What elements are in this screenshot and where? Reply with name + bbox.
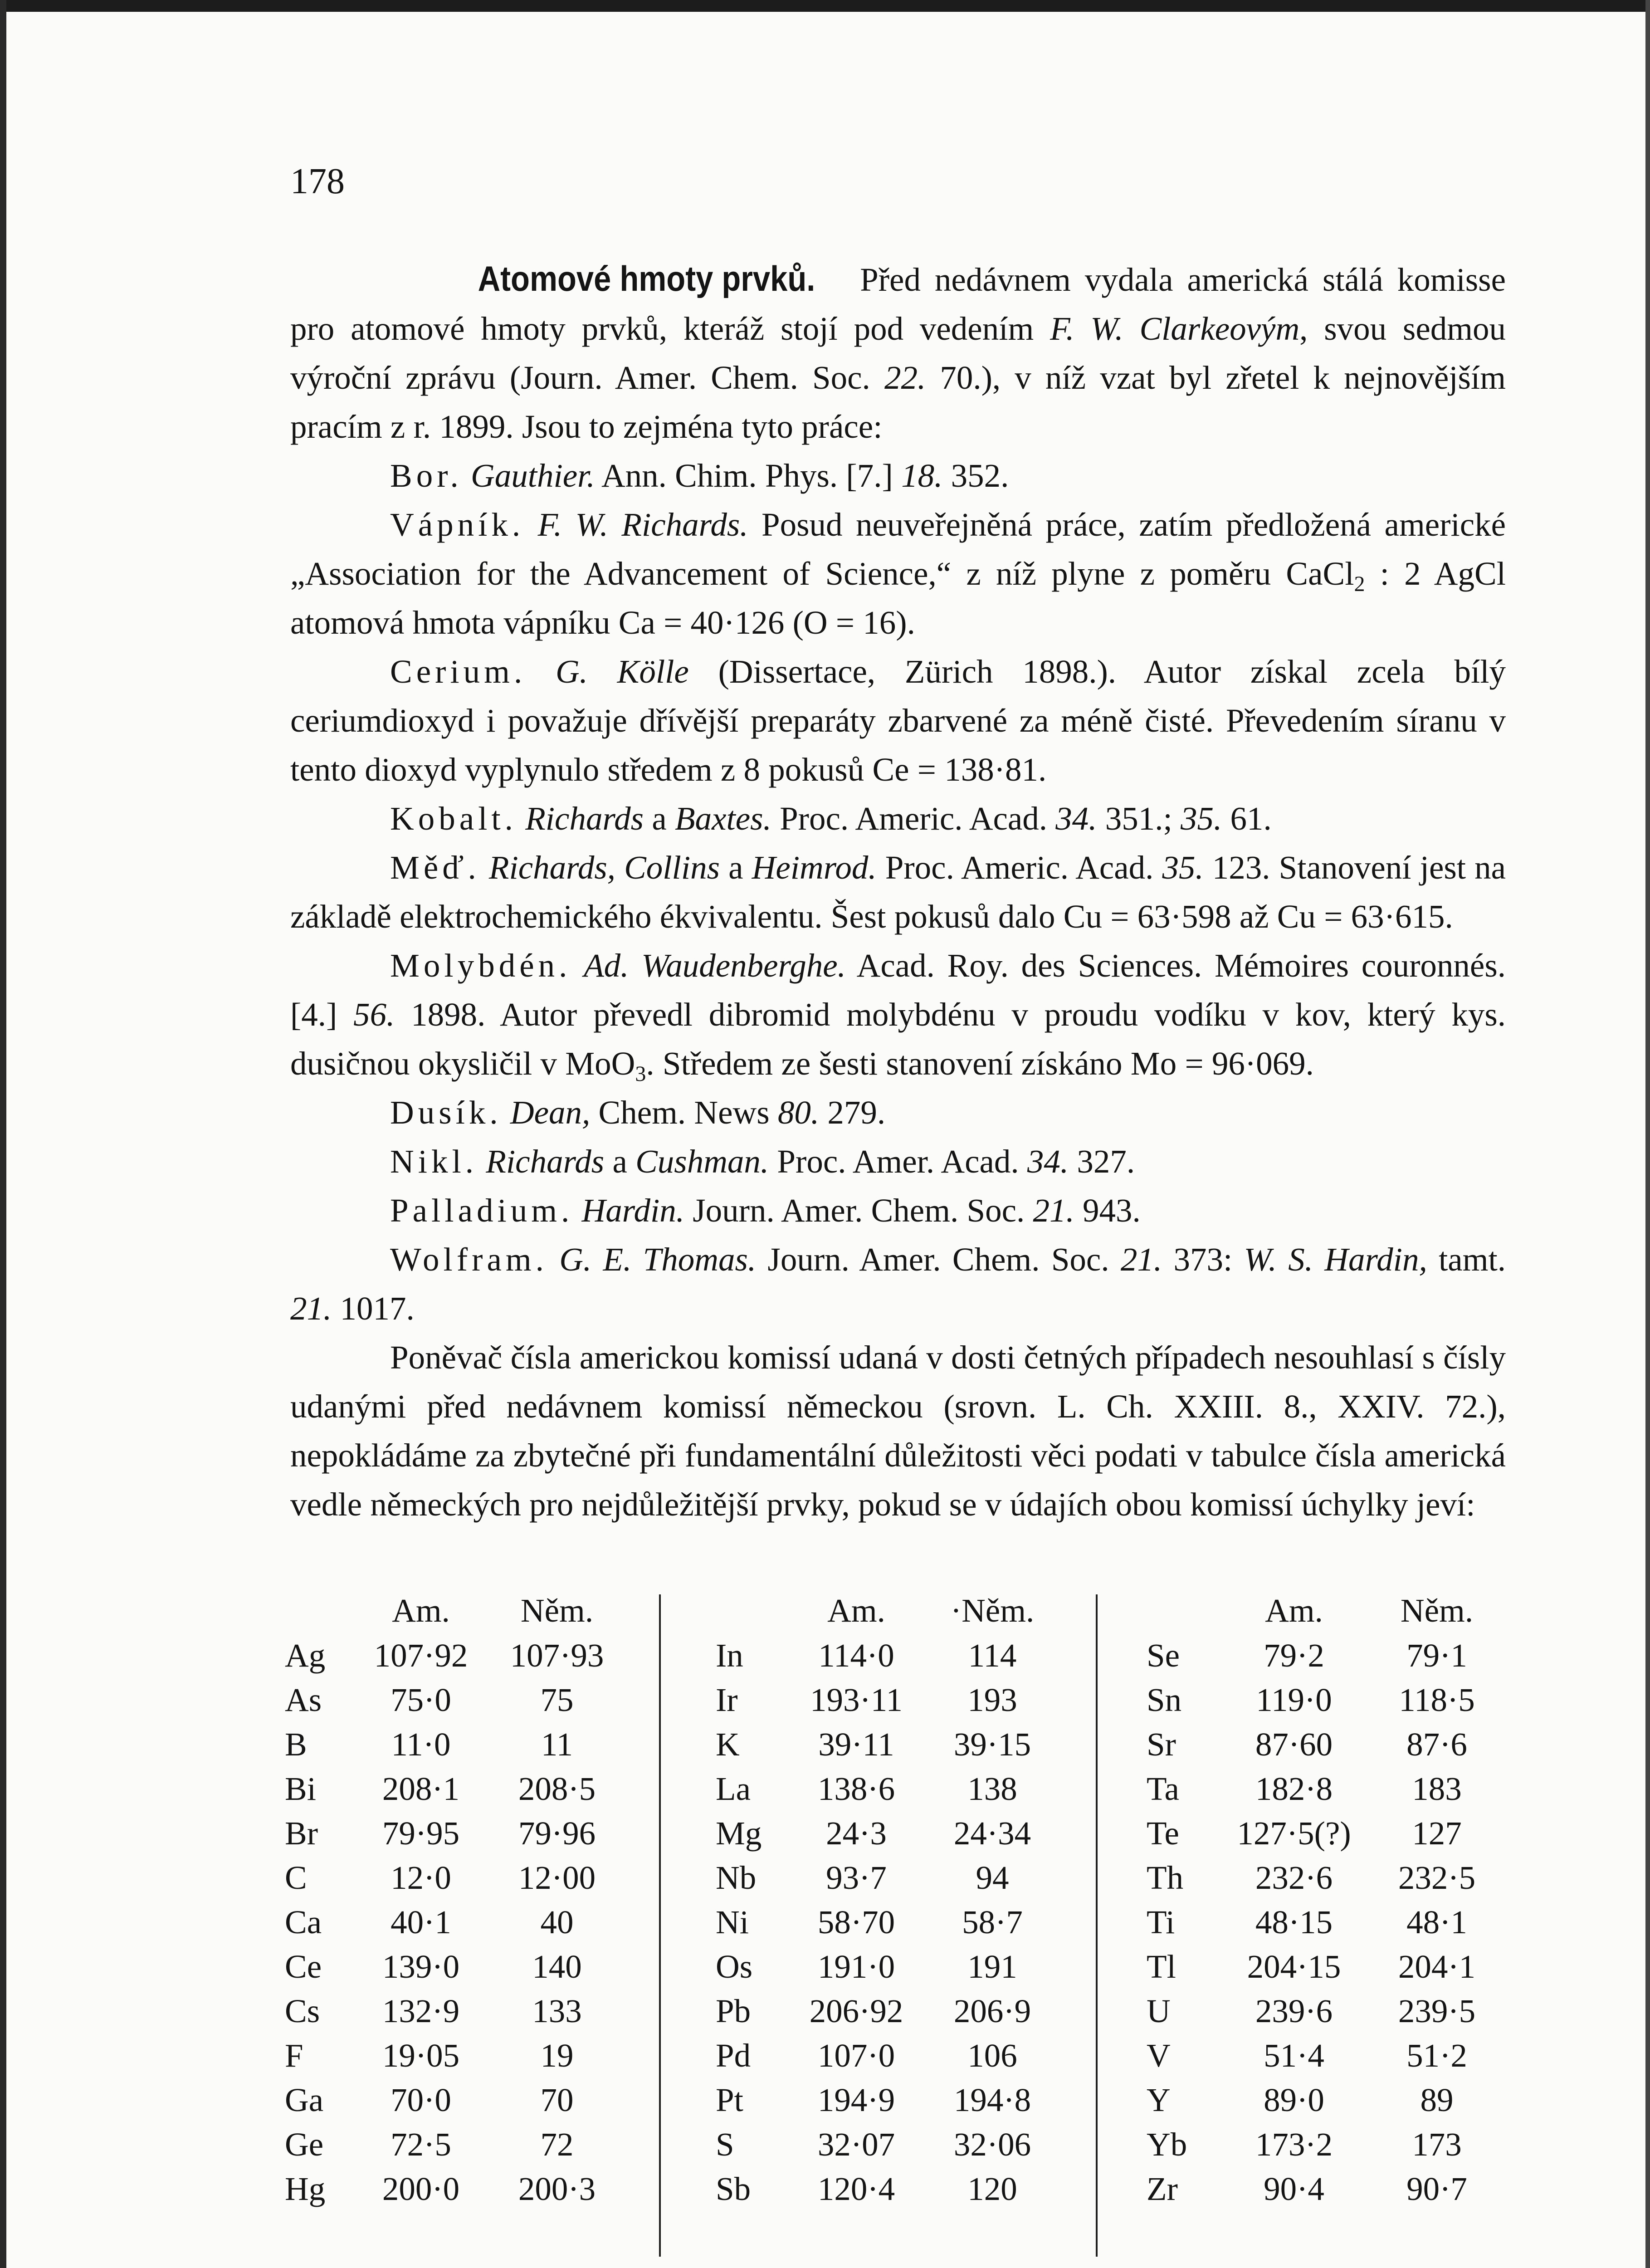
entry-text: 61. bbox=[1222, 800, 1272, 837]
table-row bbox=[1147, 2077, 1505, 2122]
table-row bbox=[285, 1811, 625, 1855]
entry-text: . Středem ze šesti stanovení získáno Mo = 96·069. bbox=[646, 1045, 1314, 1082]
table-row bbox=[285, 1944, 625, 1989]
atomic-weights-table bbox=[285, 1588, 1509, 2259]
entry-text: Proc. Americ. Acad. bbox=[876, 849, 1162, 886]
element-symbol: Yb bbox=[1147, 2126, 1187, 2163]
german-value: 106 bbox=[967, 2037, 1017, 2074]
entry-text: 943. bbox=[1074, 1192, 1141, 1229]
table-row bbox=[1147, 1989, 1505, 2033]
table-row bbox=[285, 2077, 625, 2122]
table-row bbox=[1147, 1633, 1505, 1677]
german-value: 79·96 bbox=[518, 1814, 596, 1852]
entry-text: 1898. Autor převedl dibromid molybdénu v proudu vodíku v kov, který kys. dusičnou okysličil v MoO bbox=[290, 996, 1506, 1082]
entry-author: G. E. Thomas. bbox=[559, 1241, 757, 1278]
american-value: 75·0 bbox=[391, 1681, 451, 1718]
entry-wolfram bbox=[290, 1235, 1506, 1333]
american-value: 24·3 bbox=[826, 1814, 887, 1852]
element-symbol: Hg bbox=[285, 2170, 326, 2207]
entry-author: F. W. Richards. bbox=[537, 506, 748, 543]
table-row bbox=[716, 1766, 1060, 1811]
american-value: 90·4 bbox=[1264, 2170, 1324, 2207]
element-name: Dusík. bbox=[390, 1094, 502, 1131]
table-row bbox=[1147, 1722, 1505, 1766]
american-value: 79·2 bbox=[1264, 1637, 1324, 1674]
element-name: Měď. bbox=[390, 849, 480, 886]
intro-text-1: Před nedávnem vydala americká stálá komisse pro atomové hmoty prvků, kteráž stojí pod vedením bbox=[290, 261, 1506, 347]
element-symbol: Zr bbox=[1147, 2170, 1178, 2207]
entry-text: 373: bbox=[1162, 1241, 1244, 1278]
table-row bbox=[1147, 2122, 1505, 2166]
entry-nikl bbox=[290, 1137, 1506, 1186]
table-row bbox=[1147, 2033, 1505, 2077]
element-symbol: Br bbox=[285, 1814, 318, 1852]
american-value: 139·0 bbox=[382, 1948, 460, 1985]
entry-dusik bbox=[290, 1088, 1506, 1137]
american-value: 232·6 bbox=[1255, 1859, 1333, 1896]
german-value: 114 bbox=[968, 1637, 1017, 1674]
element-symbol: S bbox=[716, 2126, 734, 2163]
column-divider bbox=[1096, 1594, 1098, 2257]
american-value: 206·92 bbox=[809, 1992, 903, 2029]
table-row bbox=[716, 2077, 1060, 2122]
element-symbol: As bbox=[285, 1681, 322, 1718]
element-symbol: Ge bbox=[285, 2126, 324, 2163]
german-value: 32·06 bbox=[953, 2126, 1031, 2163]
element-symbol: U bbox=[1147, 1992, 1171, 2029]
element-symbol: Sb bbox=[716, 2170, 751, 2207]
entry-author: W. S. Hardin, bbox=[1244, 1241, 1427, 1278]
german-value: 58·7 bbox=[962, 1903, 1023, 1941]
german-value: 140 bbox=[532, 1948, 582, 1985]
element-symbol: Nb bbox=[716, 1859, 757, 1896]
element-symbol: Sr bbox=[1147, 1725, 1176, 1763]
page-number: 178 bbox=[290, 161, 345, 201]
element-symbol: Ta bbox=[1147, 1770, 1179, 1807]
entry-text: 279. bbox=[819, 1094, 886, 1131]
header-am: Am. bbox=[1265, 1592, 1323, 1629]
american-value: 182·8 bbox=[1255, 1770, 1333, 1807]
entry-text: tamt. bbox=[1427, 1241, 1506, 1278]
american-value: 93·7 bbox=[826, 1859, 887, 1896]
intro-text-2: , svou sedmou výroční zprávu (Journ. Amer. Chem. Soc. bbox=[290, 310, 1506, 396]
american-value: 87·60 bbox=[1255, 1725, 1333, 1763]
entry-text: 123. Stanovení jest na základě elektrochemického ékvivalentu. Šest pokusů dalo Cu = 63·598 až Cu = 63·615. bbox=[290, 849, 1506, 935]
entry-vapnik bbox=[290, 500, 1506, 647]
header-nem: Něm. bbox=[1400, 1592, 1474, 1629]
element-name: Cerium. bbox=[390, 653, 527, 690]
element-symbol: Se bbox=[1147, 1637, 1180, 1674]
american-value: 39·11 bbox=[818, 1725, 894, 1763]
element-symbol: Pd bbox=[716, 2037, 751, 2074]
element-symbol: V bbox=[1147, 2037, 1171, 2074]
american-value: 114·0 bbox=[818, 1637, 894, 1674]
element-name: Bor. bbox=[390, 457, 463, 494]
american-value: 132·9 bbox=[382, 1992, 460, 2029]
american-value: 89·0 bbox=[1264, 2081, 1324, 2118]
german-value: 173 bbox=[1412, 2126, 1462, 2163]
element-name: Palladium. bbox=[390, 1192, 574, 1229]
entry-author: Richards bbox=[525, 800, 644, 837]
element-name: Wolfram. bbox=[390, 1241, 548, 1278]
entry-author: Baxtes. bbox=[674, 800, 771, 837]
element-symbol: Ti bbox=[1147, 1903, 1175, 1941]
german-value: 79·1 bbox=[1406, 1637, 1467, 1674]
element-symbol: La bbox=[716, 1770, 751, 1807]
american-value: 120·4 bbox=[817, 2170, 895, 2207]
table-row bbox=[716, 1944, 1060, 1989]
element-symbol: Pb bbox=[716, 1992, 751, 2029]
entry-text: Proc. Americ. Acad. bbox=[771, 800, 1056, 837]
element-symbol: Te bbox=[1147, 1814, 1179, 1852]
entry-text: (Dissertace, Zürich 1898.). Autor získal zcela bílý ceriumdioxyd i považuje dřívější preparáty zbarvené za méně čisté. Převedením síranu v tento dioxyd vyplynulo středem z 8 pokusů Ce = 138·81. bbox=[290, 653, 1506, 788]
article-heading: Atomové hmoty prvků. bbox=[478, 259, 815, 298]
intro-text-3: 70.), v níž vzat byl zřetel k nejnovějším pracím z r. 1899. Jsou to zejména tyto práce: bbox=[290, 359, 1506, 445]
entry-text: a bbox=[604, 1143, 636, 1180]
table-row bbox=[716, 1900, 1060, 1944]
entry-author: Richards bbox=[486, 1143, 605, 1180]
scan-left-edge bbox=[0, 0, 6, 2268]
german-value: 24·34 bbox=[953, 1814, 1031, 1852]
entry-molybden bbox=[290, 941, 1506, 1088]
american-value: 119·0 bbox=[1256, 1681, 1332, 1718]
element-name: Kobalt. bbox=[390, 800, 517, 837]
closing-paragraph: Poněvač čísla americkou komissí udaná v dosti četných případech nesouhlasí s čísly udanými před nedávnem komissí německou (srovn. L. Ch. XXIII. 8., XXIV. 72.), nepokládáme za zbytečné při fundamentální důležitosti věci podati v tabulce čísla americká vedle německých pro nejdůležitější prvky, pokud se v údajích obou komissí úchylky jeví: bbox=[290, 1339, 1506, 1523]
german-value: 51·2 bbox=[1406, 2037, 1467, 2074]
entry-text: 352. bbox=[942, 457, 1009, 494]
entry-author: G. Kölle bbox=[555, 653, 689, 690]
element-symbol: Ca bbox=[285, 1903, 322, 1941]
subscript: 3 bbox=[635, 1062, 646, 1086]
german-value: 239·5 bbox=[1398, 1992, 1476, 2029]
header-element bbox=[716, 1588, 788, 1633]
entry-volume: 35. bbox=[1162, 849, 1204, 886]
german-value: 200·3 bbox=[518, 2170, 596, 2207]
table-row bbox=[716, 1677, 1060, 1722]
table-row bbox=[716, 2122, 1060, 2166]
entry-text: Journ. Amer. Chem. Soc. bbox=[756, 1241, 1121, 1278]
german-value: 72 bbox=[540, 2126, 574, 2163]
american-value: 204·15 bbox=[1247, 1948, 1341, 1985]
entry-volume: 35. bbox=[1181, 800, 1222, 837]
table-row bbox=[285, 1989, 625, 2033]
entry-text: 1017. bbox=[332, 1290, 415, 1327]
table-row bbox=[285, 1722, 625, 1766]
scan-top-edge bbox=[0, 0, 1650, 12]
american-value: 11·0 bbox=[391, 1725, 451, 1763]
element-symbol: Y bbox=[1147, 2081, 1171, 2118]
entry-volume: 21. bbox=[1033, 1192, 1074, 1229]
table-row bbox=[285, 1900, 625, 1944]
german-value: 90·7 bbox=[1406, 2170, 1467, 2207]
german-value: 208·5 bbox=[518, 1770, 596, 1807]
scan-right-edge bbox=[1645, 0, 1650, 2268]
german-value: 75 bbox=[540, 1681, 574, 1718]
american-value: 70·0 bbox=[391, 2081, 451, 2118]
table-row bbox=[716, 1722, 1060, 1766]
german-value: 19 bbox=[540, 2037, 574, 2074]
entry-volume: 21. bbox=[290, 1290, 332, 1327]
entry-volume: 80. bbox=[777, 1094, 820, 1131]
german-value: 183 bbox=[1412, 1770, 1462, 1807]
table-row bbox=[716, 2166, 1060, 2211]
entry-text: Proc. Amer. Acad. bbox=[769, 1143, 1027, 1180]
element-symbol: Ga bbox=[285, 2081, 324, 2118]
table-row bbox=[1147, 1944, 1505, 1989]
entry-text: Posud neuveřejněná práce, zatím předložená americké „Association for the Advancement of Science,“ z níž plyne z poměru CaCl bbox=[290, 506, 1506, 592]
entry-text: 327. bbox=[1069, 1143, 1135, 1180]
element-symbol: Ni bbox=[716, 1903, 749, 1941]
table-row bbox=[1147, 1900, 1505, 1944]
table-row bbox=[285, 2122, 625, 2166]
german-value: 133 bbox=[532, 1992, 582, 2029]
article-body bbox=[290, 254, 1506, 1529]
german-value: 70 bbox=[540, 2081, 574, 2118]
intro-volume: 22. bbox=[884, 359, 926, 396]
entry-author: Ad. Waudenberghe. bbox=[584, 947, 846, 984]
table-block-2 bbox=[716, 1588, 1060, 2211]
entry-volume: 21. bbox=[1120, 1241, 1162, 1278]
german-value: 40 bbox=[540, 1903, 574, 1941]
entry-text: Chem. News bbox=[590, 1094, 778, 1131]
entry-cerium bbox=[290, 647, 1506, 794]
german-value: 120 bbox=[967, 2170, 1017, 2207]
american-value: 79·95 bbox=[382, 1814, 460, 1852]
american-value: 72·5 bbox=[391, 2126, 451, 2163]
german-value: 107·93 bbox=[510, 1637, 604, 1674]
german-value: 194·8 bbox=[953, 2081, 1031, 2118]
table-row bbox=[716, 1811, 1060, 1855]
german-value: 232·5 bbox=[1398, 1859, 1476, 1896]
german-value: 138 bbox=[967, 1770, 1017, 1807]
element-symbol: C bbox=[285, 1859, 307, 1896]
header-am: Am. bbox=[827, 1592, 885, 1629]
table-row bbox=[285, 1677, 625, 1722]
element-symbol: B bbox=[285, 1725, 307, 1763]
american-value: 32·07 bbox=[817, 2126, 895, 2163]
table-row bbox=[716, 2033, 1060, 2077]
entry-text: a bbox=[644, 800, 675, 837]
element-symbol: Cs bbox=[285, 1992, 320, 2029]
american-value: 173·2 bbox=[1255, 2126, 1333, 2163]
german-value: 11 bbox=[541, 1725, 573, 1763]
american-value: 19·05 bbox=[382, 2037, 460, 2074]
element-symbol: Tl bbox=[1147, 1948, 1176, 1985]
american-value: 40·1 bbox=[391, 1903, 451, 1941]
entry-author: Gauthier. bbox=[470, 457, 595, 494]
entry-text: 351.; bbox=[1097, 800, 1181, 837]
element-name: Vápník. bbox=[390, 506, 525, 543]
american-value: 191·0 bbox=[817, 1948, 895, 1985]
entry-volume: 34. bbox=[1055, 800, 1097, 837]
german-value: 87·6 bbox=[1406, 1725, 1467, 1763]
intro-author: F. W. Clarkeovým bbox=[1050, 310, 1300, 347]
american-value: 51·4 bbox=[1264, 2037, 1324, 2074]
table-row bbox=[716, 1989, 1060, 2033]
element-symbol: Ag bbox=[285, 1637, 326, 1674]
element-symbol: Bi bbox=[285, 1770, 316, 1807]
table-header-row bbox=[1147, 1588, 1505, 1633]
header-nem: Něm. bbox=[520, 1592, 594, 1629]
american-value: 138·6 bbox=[817, 1770, 895, 1807]
header-nem: ·Něm. bbox=[950, 1592, 1035, 1629]
table-row bbox=[285, 1766, 625, 1811]
entry-author: Heimrod. bbox=[752, 849, 877, 886]
entry-text: Acad. Roy. des Sciences. Mémoires couronnés. [4.] bbox=[290, 947, 1506, 1033]
table-block-3 bbox=[1147, 1588, 1505, 2211]
table-header-row bbox=[716, 1588, 1060, 1633]
table-header-row bbox=[285, 1588, 625, 1633]
american-value: 12·0 bbox=[391, 1859, 451, 1896]
element-symbol: Ir bbox=[716, 1681, 738, 1718]
element-name: Molybdén. bbox=[390, 947, 571, 984]
entry-kobalt bbox=[290, 794, 1506, 843]
german-value: 127 bbox=[1412, 1814, 1462, 1852]
header-element bbox=[285, 1588, 353, 1633]
german-value: 204·1 bbox=[1398, 1948, 1476, 1985]
table-row bbox=[285, 2166, 625, 2211]
element-symbol: Mg bbox=[716, 1814, 762, 1852]
intro-paragraph bbox=[290, 254, 1506, 451]
table-block-1 bbox=[285, 1588, 625, 2211]
entry-text: Ann. Chim. Phys. [7.] bbox=[595, 457, 902, 494]
entry-volume: 34. bbox=[1027, 1143, 1069, 1180]
element-symbol: Ce bbox=[285, 1948, 322, 1985]
german-value: 12·00 bbox=[518, 1859, 596, 1896]
american-value: 107·0 bbox=[817, 2037, 895, 2074]
entry-volume: 56. bbox=[353, 996, 395, 1033]
american-value: 200·0 bbox=[382, 2170, 460, 2207]
entry-text: Journ. Amer. Chem. Soc. bbox=[684, 1192, 1033, 1229]
american-value: 194·9 bbox=[817, 2081, 895, 2118]
german-value: 193 bbox=[967, 1681, 1017, 1718]
entry-volume: 18. bbox=[901, 457, 943, 494]
entry-text: a bbox=[720, 849, 752, 886]
german-value: 118·5 bbox=[1399, 1681, 1475, 1718]
element-symbol: F bbox=[285, 2037, 303, 2074]
table-row bbox=[1147, 2166, 1505, 2211]
entry-palladium bbox=[290, 1186, 1506, 1235]
american-value: 193·11 bbox=[810, 1681, 903, 1718]
element-symbol: In bbox=[716, 1637, 743, 1674]
header-element bbox=[1147, 1588, 1219, 1633]
table-row bbox=[1147, 1855, 1505, 1900]
table-row bbox=[1147, 1766, 1505, 1811]
table-row bbox=[285, 1855, 625, 1900]
table-row bbox=[716, 1633, 1060, 1677]
subscript: 2 bbox=[1354, 572, 1365, 596]
table-row bbox=[1147, 1811, 1505, 1855]
german-value: 39·15 bbox=[953, 1725, 1031, 1763]
element-symbol: Os bbox=[716, 1948, 753, 1985]
entry-author: Richards, Collins bbox=[488, 849, 720, 886]
american-value: 208·1 bbox=[382, 1770, 460, 1807]
entry-author: Hardin. bbox=[581, 1192, 684, 1229]
german-value: 206·9 bbox=[953, 1992, 1031, 2029]
german-value: 94 bbox=[976, 1859, 1009, 1896]
german-value: 191 bbox=[967, 1948, 1017, 1985]
table-row bbox=[285, 1633, 625, 1677]
american-value: 127·5(?) bbox=[1237, 1814, 1351, 1852]
element-symbol: Pt bbox=[716, 2081, 743, 2118]
header-am: Am. bbox=[392, 1592, 450, 1629]
entry-author: Dean, bbox=[510, 1094, 591, 1131]
entry-text: : 2 AgCl atomová hmota vápníku Ca = 40·126 (O = 16). bbox=[290, 555, 1506, 641]
german-value: 48·1 bbox=[1406, 1903, 1467, 1941]
entry-med bbox=[290, 843, 1506, 941]
table-row bbox=[716, 1855, 1060, 1900]
entry-bor bbox=[290, 451, 1506, 500]
entry-author: Cushman. bbox=[635, 1143, 769, 1180]
american-value: 48·15 bbox=[1255, 1903, 1333, 1941]
american-value: 239·6 bbox=[1255, 1992, 1333, 2029]
element-symbol: Th bbox=[1147, 1859, 1184, 1896]
table-row bbox=[1147, 1677, 1505, 1722]
element-symbol: Sn bbox=[1147, 1681, 1182, 1718]
american-value: 58·70 bbox=[817, 1903, 895, 1941]
column-divider bbox=[659, 1594, 661, 2257]
american-value: 107·92 bbox=[374, 1637, 468, 1674]
element-symbol: K bbox=[716, 1725, 740, 1763]
element-name: Nikl. bbox=[390, 1143, 478, 1180]
german-value: 89 bbox=[1420, 2081, 1454, 2118]
table-row bbox=[285, 2033, 625, 2077]
